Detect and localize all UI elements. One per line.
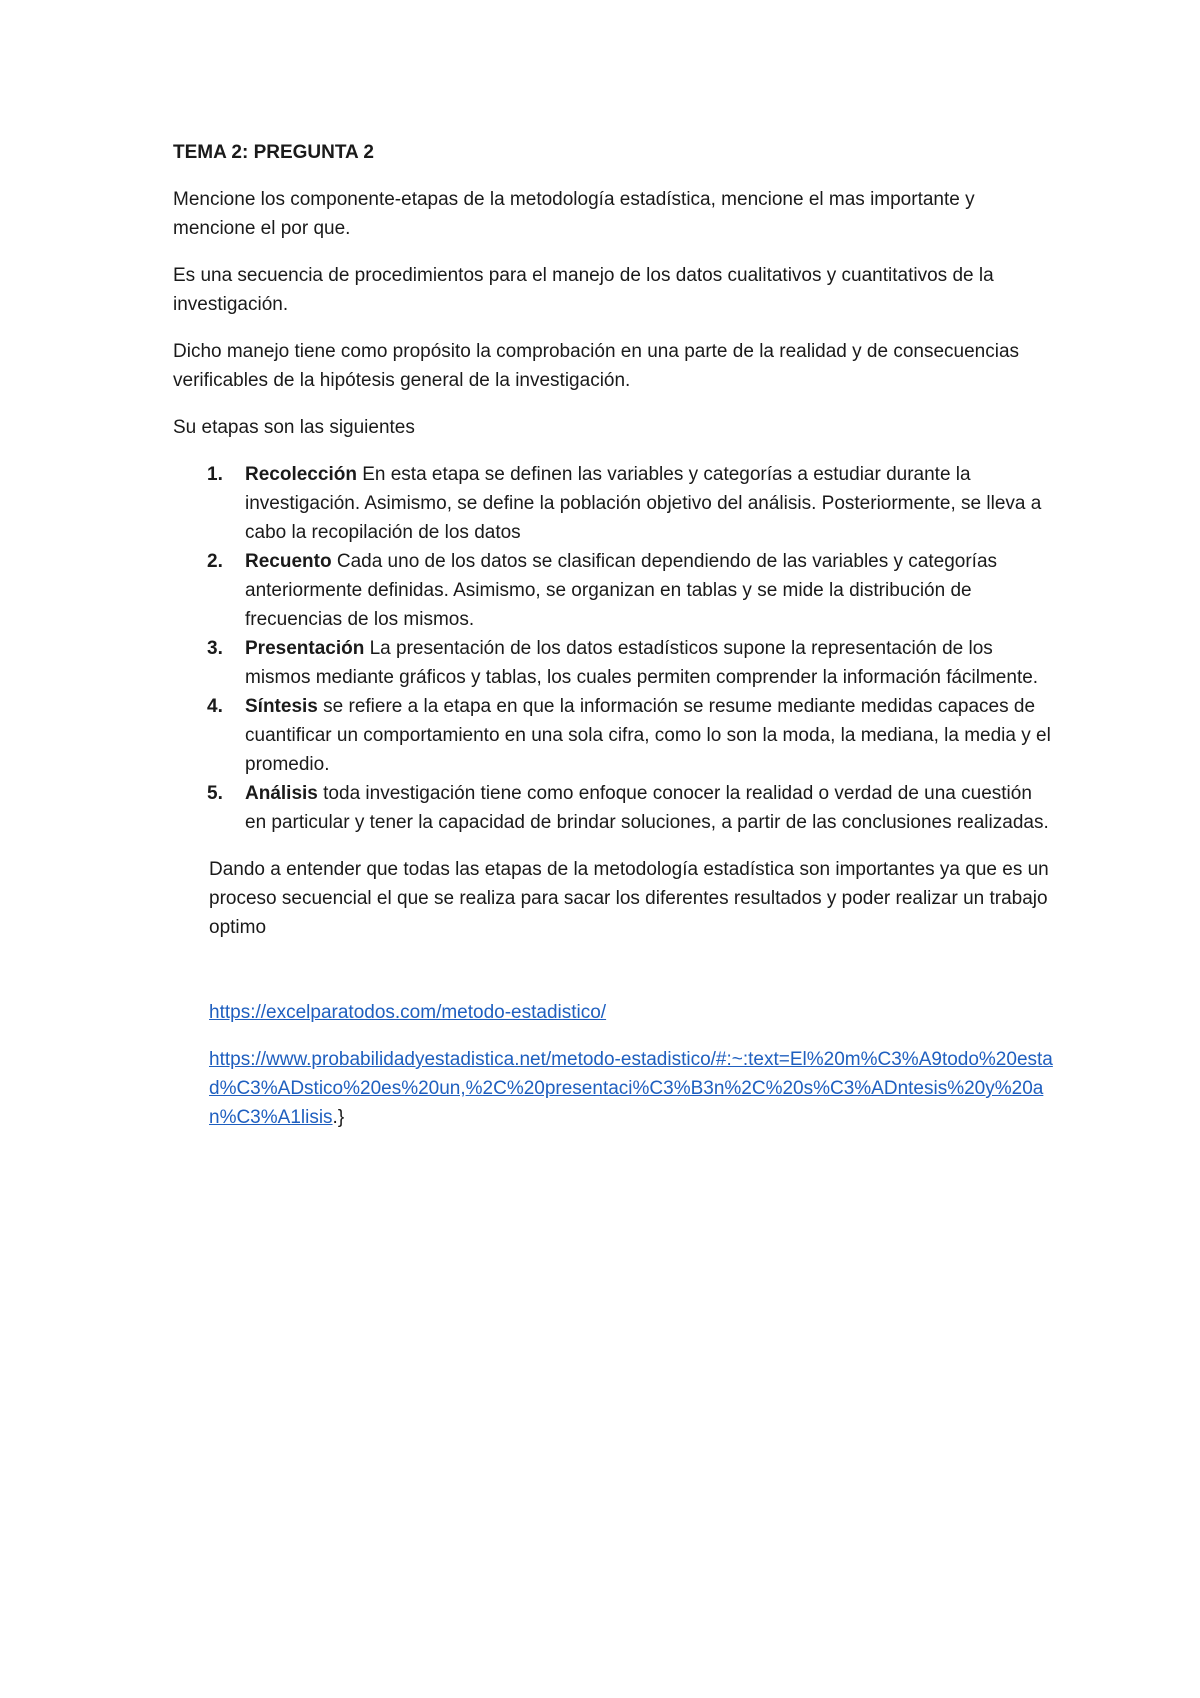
stages-intro: Su etapas son las siguientes (173, 417, 415, 438)
list-item-term: Recolección (245, 464, 357, 485)
reference-1 (173, 998, 1053, 1027)
list-item-term: Síntesis (245, 696, 318, 717)
list-item (173, 779, 1053, 837)
list-item (173, 547, 1053, 634)
list-item-text: toda investigación tiene como enfoque conocer la realidad o verdad de una cuestión en particular y tener la capacidad de brindar soluciones, a partir de las conclusiones realizadas. (245, 783, 1049, 833)
list-item-number: 5. (207, 783, 223, 804)
list-item-term: Recuento (245, 551, 332, 572)
list-item (173, 634, 1053, 692)
purpose-paragraph: Dicho manejo tiene como propósito la comprobación en una parte de la realidad y de consecuencias verificables de la hipótesis general de la investigación. (173, 341, 1020, 391)
reference-link-1[interactable]: https://excelparatodos.com/metodo-estadistico/ (209, 1002, 607, 1023)
question-paragraph: Mencione los componente-etapas de la metodología estadística, mencione el mas importante y mencione el por que. (173, 189, 975, 239)
list-item (173, 460, 1053, 547)
conclusion-paragraph: Dando a entender que todas las etapas de la metodología estadística son importantes ya que es un proceso secuencial el que se realiza para sacar los diferentes resultados y poder realizar un trabajo optimo (209, 859, 1049, 938)
stages-list (173, 460, 1053, 837)
list-item-number: 4. (207, 696, 223, 717)
document-heading: TEMA 2: PREGUNTA 2 (173, 142, 374, 163)
list-item-number: 1. (207, 464, 223, 485)
reference-link-2[interactable]: https://www.probabilidadyestadistica.net/metodo-estadistico/#:~:text=El%20m%C3%A9todo%20estad%C3%ADstico%20es%20un,%2C%20presentaci%C3%B3n%2C%20s%C3%ADntesis%20y%20an%C3%A1lisis (209, 1049, 1053, 1128)
list-item-term: Presentación (245, 638, 365, 659)
list-item-text: En esta etapa se definen las variables y categorías a estudiar durante la investigación. Asimismo, se define la población objetivo del análisis. Posteriormente, se lleva a cabo la recopilación de los datos (245, 464, 1042, 543)
list-item-text: Cada uno de los datos se clasifican dependiendo de las variables y categorías anteriormente definidas. Asimismo, se organizan en tablas y se mide la distribución de frecuencias de los mismos. (245, 551, 998, 630)
definition-paragraph: Es una secuencia de procedimientos para el manejo de los datos cualitativos y cuantitativos de la investigación. (173, 265, 994, 315)
document-page (173, 138, 1053, 1150)
list-item-text: se refiere a la etapa en que la información se resume mediante medidas capaces de cuantificar un comportamiento en una sola cifra, como lo son la moda, la mediana, la media y el promedio. (245, 696, 1051, 775)
list-item-term: Análisis (245, 783, 318, 804)
reference-suffix: .} (332, 1107, 345, 1128)
reference-2 (173, 1045, 1053, 1132)
list-item-text: La presentación de los datos estadísticos supone la representación de los mismos mediante gráficos y tablas, los cuales permiten comprender la información fácilmente. (245, 638, 1039, 688)
list-item-number: 3. (207, 638, 223, 659)
list-item (173, 692, 1053, 779)
list-item-number: 2. (207, 551, 223, 572)
spacer (173, 960, 1053, 998)
